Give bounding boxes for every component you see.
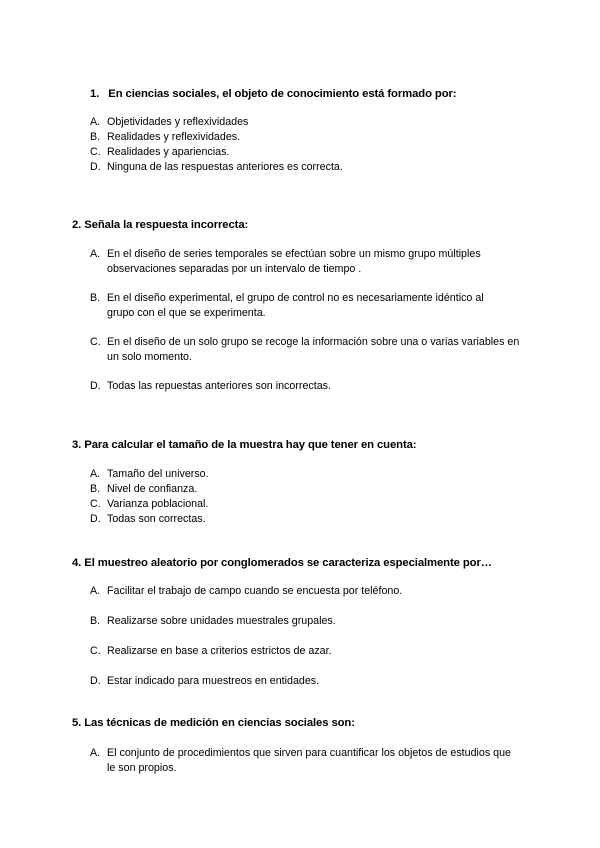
option-text: Ninguna de las respuestas anteriores es correcta.: [107, 161, 343, 173]
option-letter: A.: [90, 585, 101, 597]
option-letter: A.: [90, 116, 101, 128]
option-text: El conjunto de procedimientos que sirven para cuantificar los objetos de estudios que le son propios.: [107, 747, 511, 774]
option-text: Todas las repuestas anteriores son incorrectas.: [107, 380, 331, 392]
option-text: Tamaño del universo.: [107, 468, 209, 480]
option-text: Estar indicado para muestreos en entidades.: [107, 675, 320, 687]
option-text: Nivel de confianza.: [107, 483, 198, 495]
question-text: En ciencias sociales, el objeto de conocimiento está formado por:: [108, 88, 457, 100]
option-letter: D.: [90, 675, 101, 687]
option-letter: A.: [90, 747, 101, 759]
option-text: Realizarse sobre unidades muestrales grupales.: [107, 615, 336, 627]
option-letter: B.: [90, 131, 101, 143]
option-text: Realidades y apariencias.: [107, 146, 230, 158]
option-letter: A.: [90, 468, 101, 480]
option-text: Facilitar el trabajo de campo cuando se encuesta por teléfono.: [107, 585, 403, 597]
question-title: 5. Las técnicas de medición en ciencias sociales son:: [72, 717, 355, 729]
question-title: 4. El muestreo aleatorio por conglomerados se caracteriza especialmente por…: [72, 557, 492, 569]
option-letter: C.: [90, 645, 101, 657]
option-letter: D.: [90, 513, 101, 525]
option-text: En el diseño experimental, el grupo de control no es necesariamente idéntico al grupo con el que se experimenta.: [107, 292, 484, 319]
option-text: Objetividades y reflexividades: [107, 116, 249, 128]
option-text: Realidades y reflexividades.: [107, 131, 241, 143]
option-letter: A.: [90, 248, 101, 260]
option-text: Realizarse en base a criterios estrictos de azar.: [107, 645, 332, 657]
question-number: 1.: [90, 88, 100, 100]
option-letter: C.: [90, 336, 101, 348]
question-title: 2. Señala la respuesta incorrecta:: [72, 219, 249, 231]
option-letter: C.: [90, 498, 101, 510]
option-letter: B.: [90, 483, 101, 495]
question-title: 3. Para calcular el tamaño de la muestra hay que tener en cuenta:: [72, 439, 417, 451]
option-text: Todas son correctas.: [107, 513, 206, 525]
option-text: Varianza poblacional.: [107, 498, 209, 510]
option-letter: B.: [90, 615, 101, 627]
option-letter: D.: [90, 380, 101, 392]
option-letter: B.: [90, 292, 101, 304]
option-text: En el diseño de series temporales se efectúan sobre un mismo grupo múltiples observaciones separadas por un intervalo de tiempo .: [107, 248, 481, 275]
question-title: [90, 88, 456, 100]
option-letter: D.: [90, 161, 101, 173]
option-text: En el diseño de un solo grupo se recoge la información sobre una o varias variables en un solo momento.: [107, 336, 520, 363]
option-letter: C.: [90, 146, 101, 158]
